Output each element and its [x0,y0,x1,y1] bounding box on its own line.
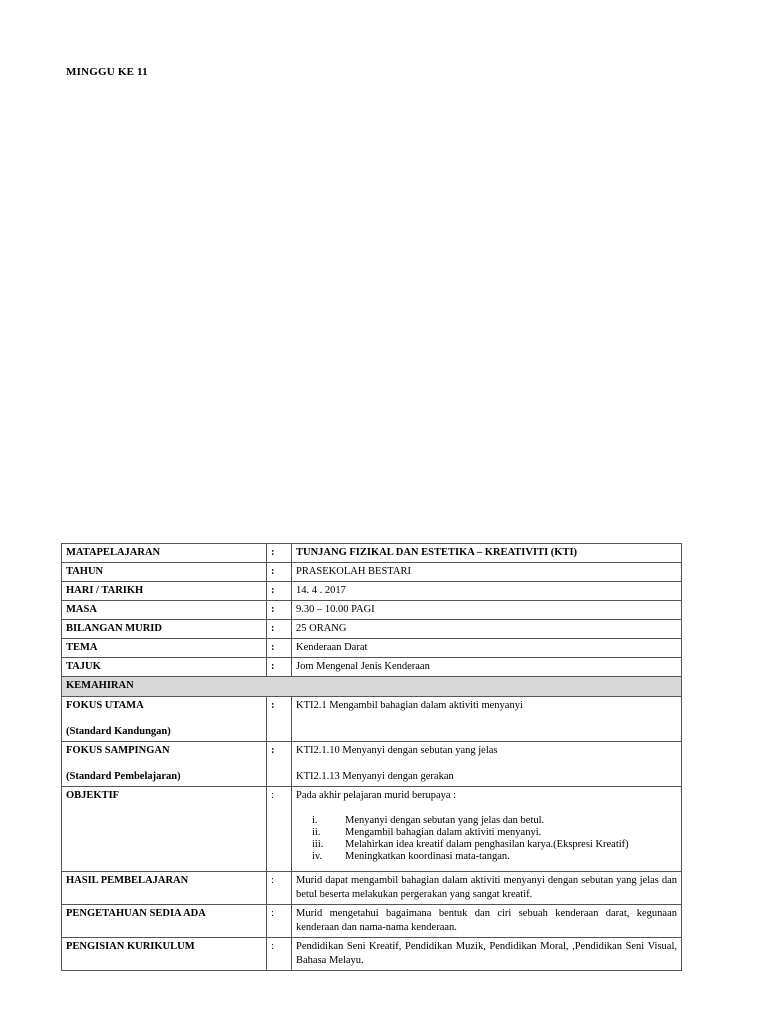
list-item [312,827,677,839]
row-value: 9.30 – 10.00 PAGI [292,601,682,620]
table-row [62,544,682,563]
table-row [62,620,682,639]
row-value: Pendidikan Seni Kreatif, Pendidikan Muzik, Pendidikan Moral, ,Pendidikan Seni Visual, Bahasa Melayu. [292,938,682,971]
table-row [62,787,682,872]
row-colon: : [267,620,292,639]
table-row [62,639,682,658]
table-row [62,742,682,787]
list-item [312,851,677,863]
row-colon: : [267,787,292,872]
row-label: MASA [62,601,267,620]
row-colon: : [267,544,292,563]
row-label-main: FOKUS UTAMA [66,700,144,711]
objektif-list [296,815,677,863]
table-row [62,658,682,677]
row-colon: : [267,582,292,601]
page-heading: MINGGU KE 11 [66,66,148,78]
row-value: KTI2.1 Mengambil bahagian dalam aktiviti menyanyi [292,697,682,742]
row-label [62,742,267,787]
row-colon: : [267,563,292,582]
row-value-line: KTI2.1.10 Menyanyi dengan sebutan yang jelas [296,745,498,756]
row-value: 14. 4 . 2017 [292,582,682,601]
list-item [312,815,677,827]
table-row [62,905,682,938]
list-text: Melahirkan idea kreatif dalam penghasilan karya.(Ekspresi Kreatif) [345,839,629,850]
row-label-sub: (Standard Kandungan) [66,726,171,737]
list-number: iii. [312,839,324,850]
list-number: ii. [312,827,321,838]
list-text: Menyanyi dengan sebutan yang jelas dan betul. [345,815,545,826]
row-colon: : [267,639,292,658]
row-label: MATAPELAJARAN [62,544,267,563]
section-label: KEMAHIRAN [62,677,682,697]
table-row [62,938,682,971]
section-row [62,677,682,697]
row-label-main: FOKUS SAMPINGAN [66,745,170,756]
row-colon: : [267,938,292,971]
list-number: i. [312,815,318,826]
row-label: TAJUK [62,658,267,677]
table-row [62,563,682,582]
row-label: BILANGAN MURID [62,620,267,639]
table-row [62,582,682,601]
row-colon: : [267,697,292,742]
row-value: PRASEKOLAH BESTARI [292,563,682,582]
list-item [312,839,677,851]
row-value: Jom Mengenal Jenis Kenderaan [292,658,682,677]
row-label: PENGETAHUAN SEDIA ADA [62,905,267,938]
list-number: iv. [312,851,323,862]
objektif-intro: Pada akhir pelajaran murid berupaya : [296,790,457,801]
row-label [62,697,267,742]
row-label: OBJEKTIF [62,787,267,872]
row-value-line: KTI2.1.13 Menyanyi dengan gerakan [296,771,454,782]
list-text: Mengambil bahagian dalam aktiviti menyanyi. [345,827,542,838]
row-label: TAHUN [62,563,267,582]
row-label: TEMA [62,639,267,658]
row-value: TUNJANG FIZIKAL DAN ESTETIKA – KREATIVITI (KTI) [292,544,682,563]
row-label: HARI / TARIKH [62,582,267,601]
list-text: Meningkatkan koordinasi mata-tangan. [345,851,510,862]
row-value: Murid mengetahui bagaimana bentuk dan ciri sebuah kenderaan darat, kegunaan kenderaan dan nama-nama kenderaan. [292,905,682,938]
row-label: PENGISIAN KURIKULUM [62,938,267,971]
row-value: Murid dapat mengambil bahagian dalam aktiviti menyanyi dengan sebutan yang jelas dan betul beserta melakukan pergerakan yang sangat kreatif. [292,872,682,905]
row-value: 25 ORANG [292,620,682,639]
row-value [292,742,682,787]
table-row [62,697,682,742]
row-colon: : [267,742,292,787]
row-value: Kenderaan Darat [292,639,682,658]
table-row [62,601,682,620]
row-colon: : [267,658,292,677]
row-label-sub: (Standard Pembelajaran) [66,771,181,782]
row-value [292,787,682,872]
table-row [62,872,682,905]
row-colon: : [267,905,292,938]
row-colon: : [267,601,292,620]
row-label: HASIL PEMBELAJARAN [62,872,267,905]
row-colon: : [267,872,292,905]
lesson-plan-table [61,543,682,971]
